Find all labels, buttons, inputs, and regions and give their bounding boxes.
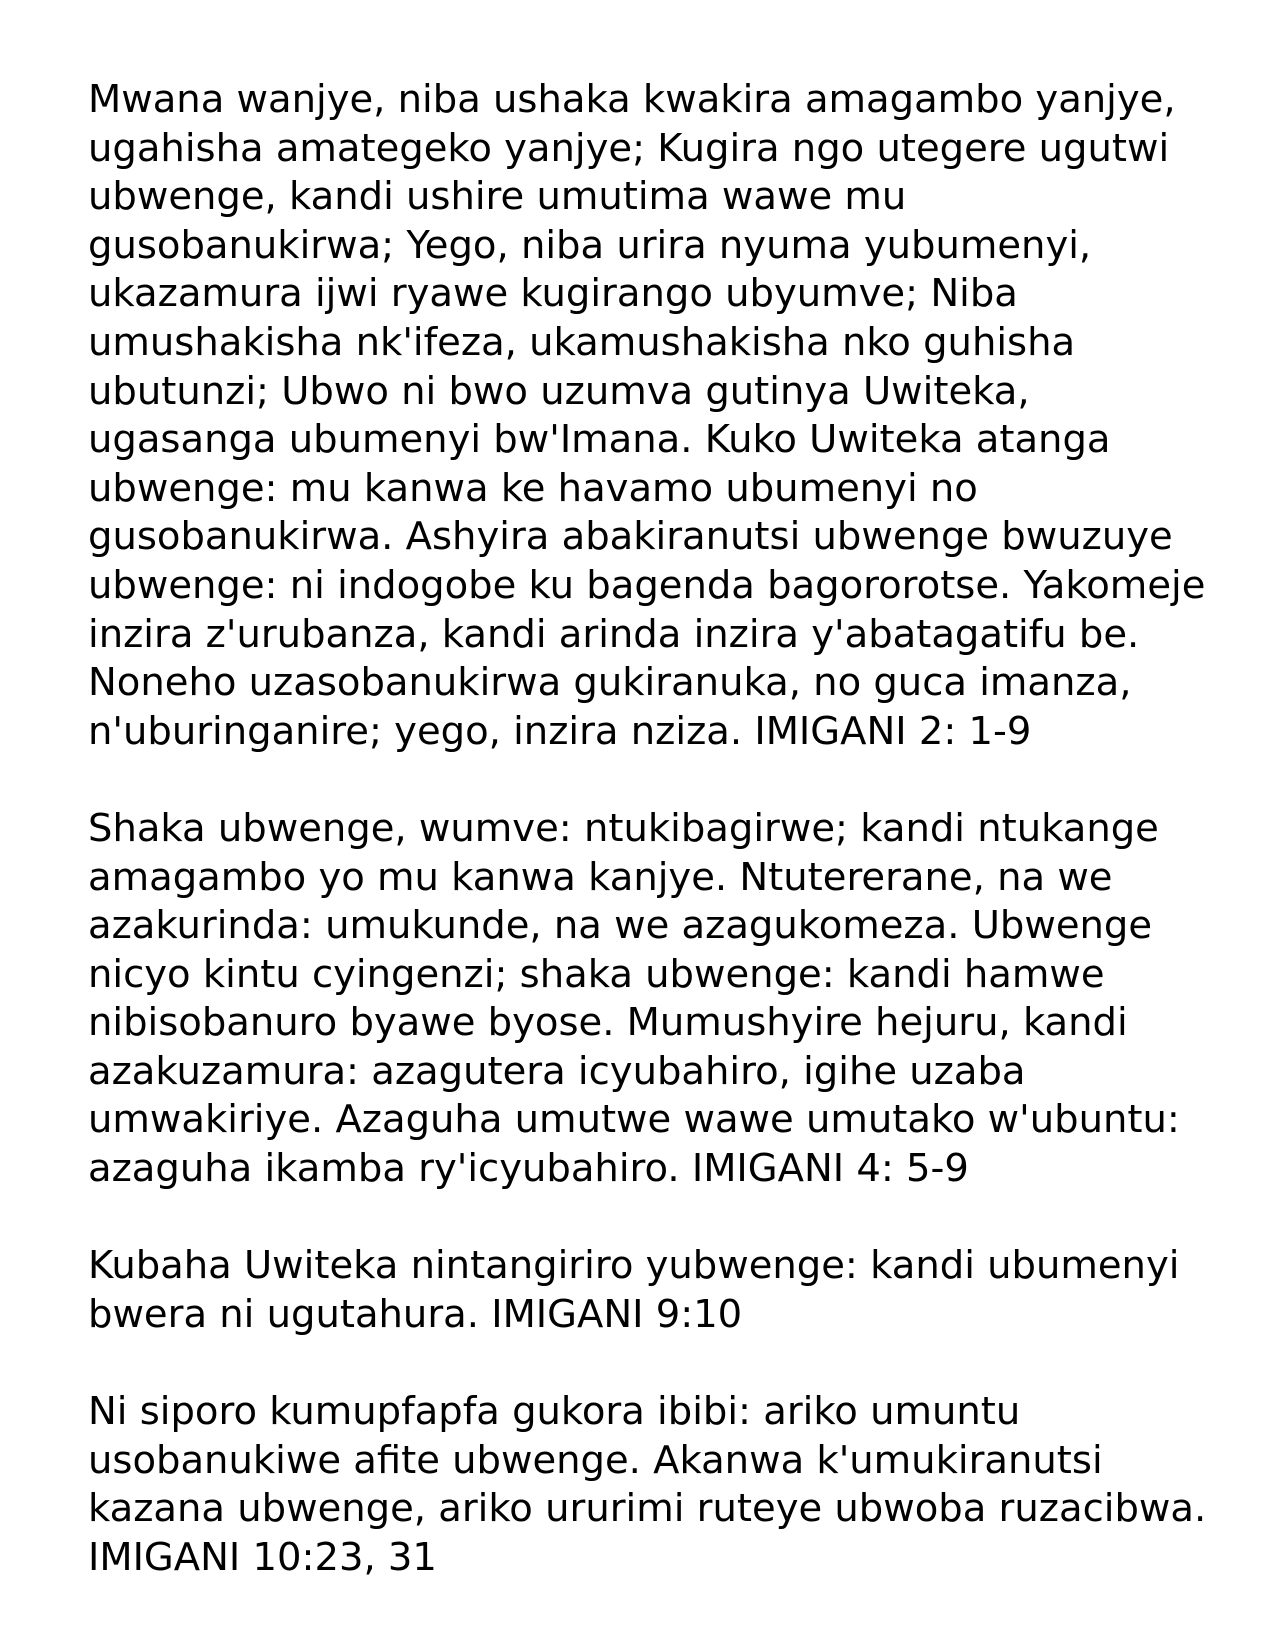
- paragraph-proverbs-10: Ni siporo kumupfapfa gukora ibibi: ariko umuntu usobanukiwe afite ubwenge. Akanwa k'umukiranutsi kazana ubwenge, ariko ururimi ruteye ubwoba ruzacibwa. IMIGANI 10:23, 31: [88, 1389, 1207, 1580]
- paragraph-proverbs-4: Shaka ubwenge, wumve: ntukibagirwe; kandi ntukange amagambo yo mu kanwa kanjye. Ntutererane, na we azakurinda: umukunde, na we azagukomeza. Ubwenge nicyo kintu cyingenzi; shaka ubwenge: kandi hamwe nibisobanuro byawe byose. Mumushyire hejuru, kandi azakuzamura: azagutera icyubahiro, igihe uzaba umwakiriye. Azaguha umutwe wawe umutako w'ubuntu: azaguha ikamba ry'icyubahiro. IMIGANI 4: 5-9: [88, 805, 1180, 1192]
- paragraph-proverbs-2: Mwana wanjye, niba ushaka kwakira amagambo yanjye, ugahisha amategeko yanjye; Kugira ngo utegere ugutwi ubwenge, kandi ushire umutima wawe mu gusobanukirwa; Yego, niba urira nyuma yubumenyi, ukazamura ijwi ryawe kugirango ubyumve; Niba umushakisha nk'ifeza, ukamushakisha nko guhisha ubutunzi; Ubwo ni bwo uzumva gutinya Uwiteka, ugasanga ubumenyi bw'Imana. Kuko Uwiteka atanga ubwenge: mu kanwa ke havamo ubumenyi no gusobanukirwa. Ashyira abakiranutsi ubwenge bwuzuye ubwenge: ni indogobe ku bagenda bagororotse. Yakomeje inzira z'urubanza, kandi arinda inzira y'abatagatifu be. Noneho uzasobanukirwa gukiranuka, no guca imanza, n'uburinganire; yego, inzira nziza. IMIGANI 2: 1-9: [88, 77, 1206, 754]
- document-page: [88, 76, 1218, 1582]
- paragraph-proverbs-9: Kubaha Uwiteka nintangiriro yubwenge: kandi ubumenyi bwera ni ugutahura. IMIGANI 9:10: [88, 1243, 1180, 1337]
